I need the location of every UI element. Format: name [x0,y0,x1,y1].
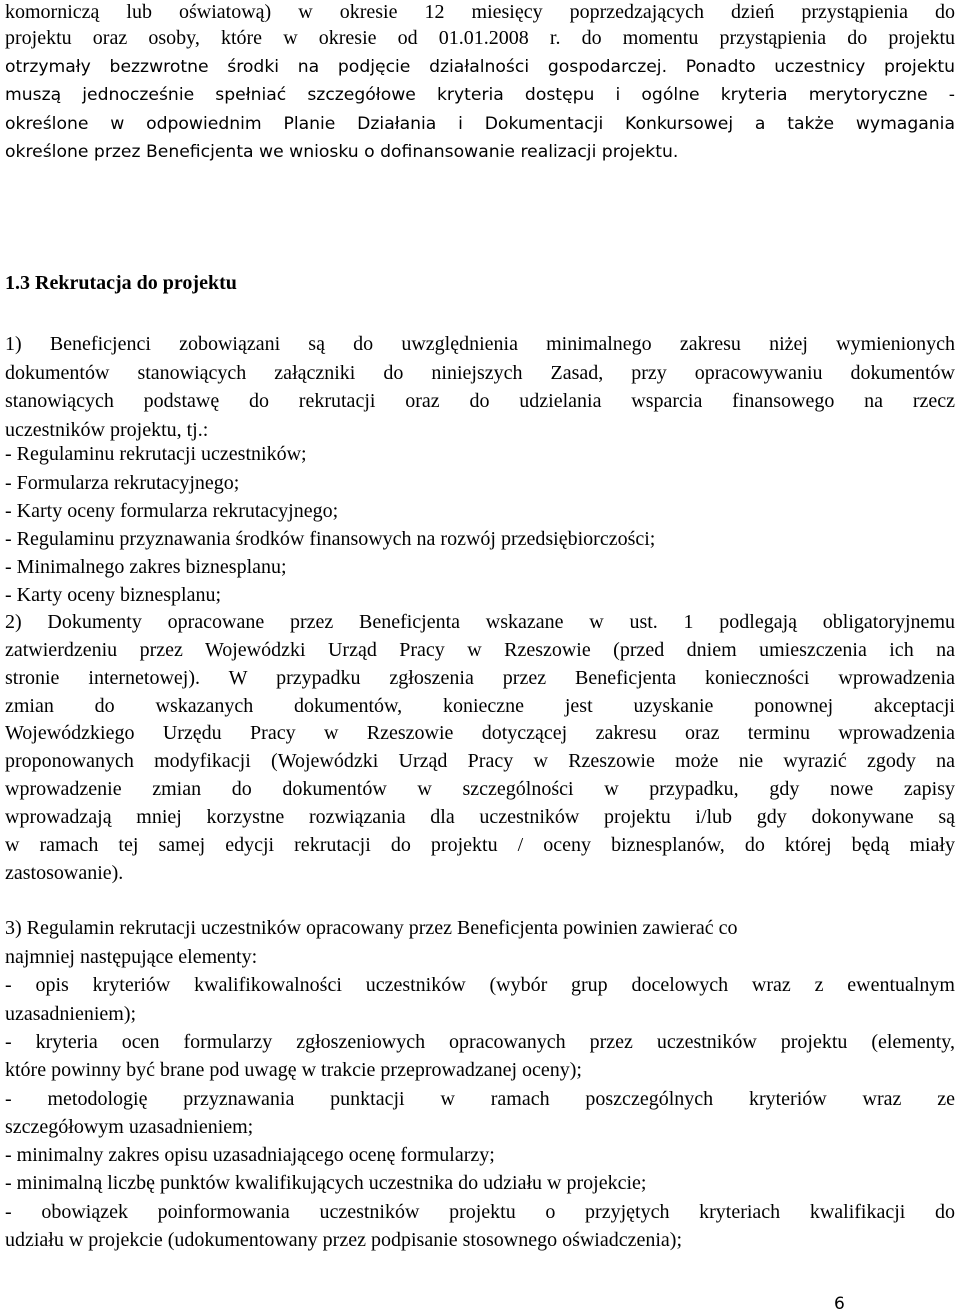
p2-line: zmian do wskazanych dokumentów, konieczne jest uzyskanie ponownej akceptacji [5,695,955,717]
p3-line: które powinny być brane pod uwagę w trakcie przeprowadzanej oceny); [5,1059,582,1081]
p1-line: stanowiących podstawę do rekrutacji oraz do udzielania wsparcia finansowego na rzecz [5,390,955,412]
p2-line: wprowadzają mniej korzystne rozwiązania dla uczestników projektu i/lub gdy dokonywane są [5,806,955,828]
intro-line-6: określone przez Beneficjenta we wniosku o dofinansowanie realizacji projektu. [5,142,679,162]
p2-line: zastosowanie). [5,862,124,884]
list-item: - opis kryteriów kwalifikowalności uczestników (wybór grup docelowych wraz z ewentualnym [5,974,955,996]
intro-line-2: projektu oraz osoby, które w okresie od 01.01.2008 r. do momentu przystąpienia do projektu [5,27,955,49]
p3-line: najmniej następujące elementy: [5,946,258,968]
intro-line-4: muszą jednocześnie spełniać szczegółowe kryteria dostępu i ogólne kryteria merytoryczne - [5,85,955,105]
list-item: - Regulaminu przyznawania środków finansowych na rozwój przedsiębiorczości; [5,528,656,550]
section-heading: 1.3 Rekrutacja do projektu [5,272,237,294]
list-item: - obowiązek poinformowania uczestników projektu o przyjętych kryteriach kwalifikacji do [5,1201,955,1223]
p2-line: stronie internetowej). W przypadku zgłoszenia przez Beneficjenta konieczności wprowadzenia [5,667,955,689]
list-item: - Formularza rekrutacyjnego; [5,472,240,494]
p3-line: udziału w projekcie (udokumentowany przez podpisanie stosownego oświadczenia); [5,1229,683,1251]
intro-line-3: otrzymały bezzwrotne środki na podjęcie działalności gospodarczej. Ponadto uczestnicy projektu [5,57,955,77]
intro-line-1: komorniczą lub oświatową) w okresie 12 miesięcy poprzedzających dzień przystąpienia do [5,1,955,23]
list-item: - minimalny zakres opisu uzasadniającego ocenę formularzy; [5,1144,495,1166]
list-item: - Karty oceny biznesplanu; [5,584,222,606]
list-item: - kryteria ocen formularzy zgłoszeniowych opracowanych przez uczestników projektu (elementy, [5,1031,955,1053]
list-item: - minimalną liczbę punktów kwalifikujących uczestnika do udziału w projekcie; [5,1172,647,1194]
p2-line: zatwierdzeniu przez Wojewódzki Urząd Pracy w Rzeszowie (przed dniem umieszczenia ich na [5,639,955,661]
p3-line: 3) Regulamin rekrutacji uczestników opracowany przez Beneficjenta powinien zawierać co [5,917,738,939]
p2-line: 2) Dokumenty opracowane przez Beneficjenta wskazane w ust. 1 podlegają obligatoryjnemu [5,611,955,633]
p2-line: proponowanych modyfikacji (Wojewódzki Urząd Pracy w Rzeszowie może nie wyrazić zgody na [5,750,955,772]
p1-line: uczestników projektu, tj.: [5,419,209,441]
p2-line: w ramach tej samej edycji rekrutacji do projektu / oceny biznesplanów, do której będą miały [5,834,955,856]
list-item: - Minimalnego zakres biznesplanu; [5,556,287,578]
list-item: - Regulaminu rekrutacji uczestników; [5,443,307,465]
p1-line: 1) Beneficjenci zobowiązani są do uwzględnienia minimalnego zakresu niżej wymienionych [5,333,955,355]
p3-line: szczegółowym uzasadnieniem; [5,1116,254,1138]
p1-line: dokumentów stanowiących załączniki do niniejszych Zasad, przy opracowywaniu dokumentów [5,362,955,384]
p2-line: Wojewódzkiego Urzędu Pracy w Rzeszowie dotyczącej zakresu oraz terminu wprowadzenia [5,722,955,744]
p3-line: uzasadnieniem); [5,1003,137,1025]
intro-line-5: określone w odpowiednim Planie Działania i Dokumentacji Konkursowej a także wymagania [5,114,955,134]
page-number: 6 [834,1294,845,1314]
list-item: - metodologię przyznawania punktacji w ramach poszczególnych kryteriów wraz ze [5,1088,955,1110]
list-item: - Karty oceny formularza rekrutacyjnego; [5,500,339,522]
p2-line: wprowadzenie zmian do dokumentów w szczególności w przypadku, gdy nowe zapisy [5,778,955,800]
